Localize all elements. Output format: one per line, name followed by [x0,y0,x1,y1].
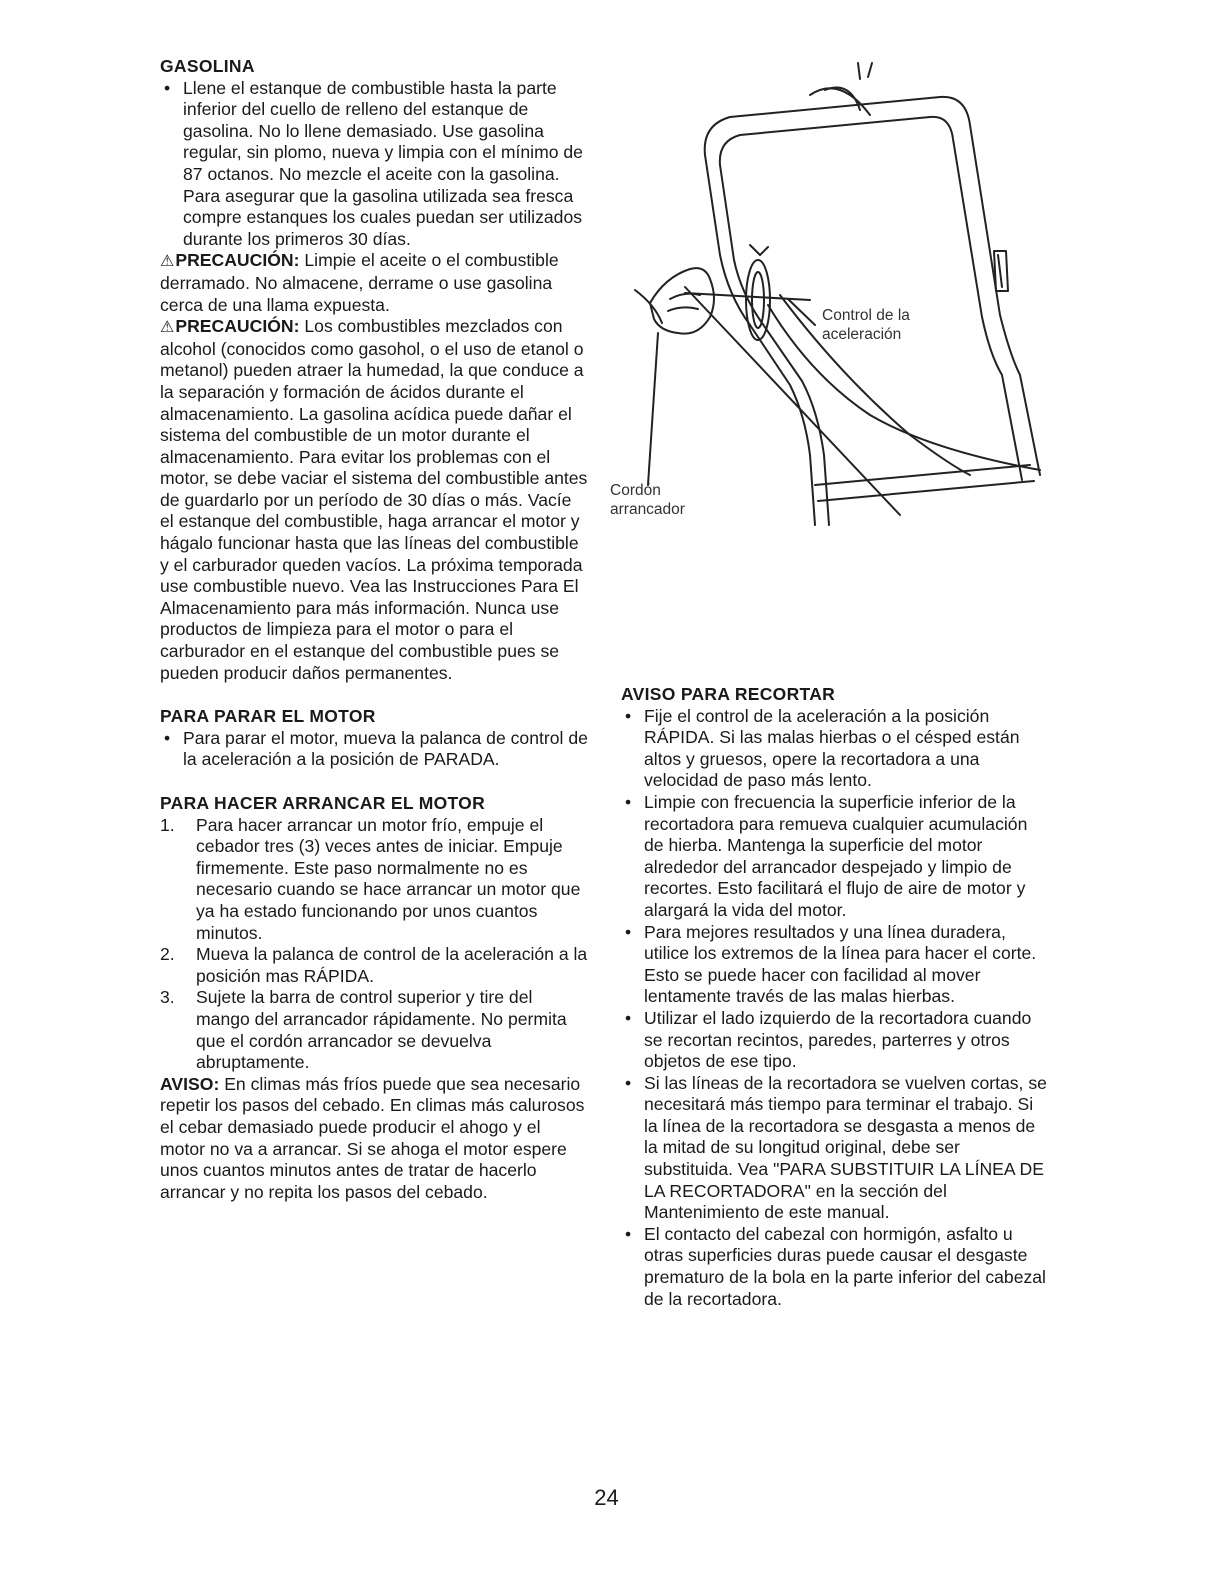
aviso-paragraph [160,1074,590,1204]
parar-heading: PARA PARAR EL MOTOR [160,706,376,727]
recortar-bullet: • Para mejores resultados y una línea duradera, utilice los extremos de la línea para hacer el corte. Esto se puede hacer con facilidad al mover lentamente través de las malas hierbas. [621,922,1051,1008]
left-column [160,56,590,1203]
recortar-bullet: • Limpie con frecuencia la superficie inferior de la recortadora para remueva cualquier acumulación de hierba. Mantenga la superficie del motor alrededor del arrancador despejado y limpio de recortes. Esto facilitará el flujo de aire de motor y alargará la vida del motor. [621,792,1051,922]
handle-drawing [610,55,1055,540]
step-number: 3. [160,987,175,1008]
starter-cord-label [610,482,685,519]
recortar-bullet: • Si las líneas de la recortadora se vuelven cortas, se necesitará más tiempo para terminar el trabajo. Si la línea de la recortadora se desgasta a menos de la mitad de su longitud original, debe ser substituida. Vea "PARA SUBSTITUIR LA LÍNEA DE LA RECORTADORA" en la sección del Mantenimiento de este manual. [621,1073,1051,1224]
caution-1 [160,250,590,316]
aviso-text: En climas más fríos puede que sea necesario repetir los pasos del cebado. En climas más calurosos el cebar demasiado puede producir el ahogo y el motor no va a arrancar. Si se ahoga el motor espere unos cuantos minutos antes de tratar de hacerlo arrancar y no repita los pasos del cebado. [160,1073,585,1202]
throttle-control-label [822,307,910,344]
recortar-bullet: • Fije el control de la aceleración a la posición RÁPIDA. Si las malas hierbas o el césped están altos y gruesos, opere la recortadora a una velocidad de paso más lento. [621,706,1051,792]
caution-2-label: PRECAUCIÓN: [175,316,300,337]
mower-handle-illustration [610,55,1055,540]
page-number: 24 [594,1485,619,1510]
step-number: 1. [160,814,175,835]
recortar-bullet: • Utilizar el lado izquierdo de la recortadora cuando se recortan recintos, paredes, parterres y otros objetos de ese tipo. [621,1008,1051,1073]
throttle-label-line2: aceleración [822,325,902,343]
right-column [621,684,1051,1310]
caution-2 [160,316,590,684]
step-text: Mueva la palanca de control de la aceleración a la posición mas RÁPIDA. [196,944,588,986]
arrancar-step [160,987,590,1073]
caution-1-label: PRECAUCIÓN: [175,250,300,271]
cord-label-line2: arrancador [610,500,685,518]
gasolina-heading: GASOLINA [160,56,255,76]
gasolina-bullet: • Llene el estanque de combustible hasta la parte inferior del cuello de relleno del estanque de gasolina. No lo llene demasiado. Use gasolina regular, sin plomo, nueva y limpia con el mínimo de 87 octanos. No mezcle el aceite con la gasolina. Para asegurar que la gasolina utilizada sea fresca compre estanques los cuales puedan ser utilizados durante los primeros 30 días. [160,78,590,251]
arrancar-step [160,944,590,987]
warning-icon: ⚠ [160,319,175,337]
step-number: 2. [160,944,175,965]
caution-1-text: Limpie el aceite o el combustible derramado. No almacene, derrame o use gasolina cerca de una llama expuesta. [160,250,559,315]
step-text: Sujete la barra de control superior y tire del mango del arrancador rápidamente. No permita que el cordón arrancador se devuelva abruptamente. [196,987,567,1073]
recortar-heading: AVISO PARA RECORTAR [621,684,836,704]
aviso-label: AVISO: [160,1073,220,1094]
parar-bullet: • Para parar el motor, mueva la palanca de control de la aceleración a la posición de PARADA. [160,728,590,771]
caution-2-text: Los combustibles mezclados con alcohol (conocidos como gasohol, o el uso de etanol o metanol) pueden atraer la humedad, la que conduce a la separación y formación de ácidos durante el almacenamiento. La gasolina acídica puede dañar el sistema del combustible de un motor durante el almacenamiento. Para evitar los problemas con el motor, se debe vaciar el sistema del combustible antes de guardarlo por un período de 30 días o más. Vacíe el estanque del combustible, haga arrancar el motor y hágalo funcionar hasta que las líneas del combustible y el carburador queden vacíos. La próxima temporada use combustible nuevo. Vea las Instrucciones Para El Almacenamiento para más información. Nunca use productos de limpieza para el motor o para el carburador en el estanque del combustible pues se pueden producir daños permanentes. [160,316,588,683]
cord-label-line1: Cordón [610,482,661,499]
step-text: Para hacer arrancar un motor frío, empuje el cebador tres (3) veces antes de iniciar. Empuje firmemente. Este paso normalmente no es necesario cuando se hace arrancar un motor que ya ha estado funcionando por unos cuantos minutos. [196,814,581,943]
throttle-label-line1: Control de la [822,307,910,324]
warning-icon: ⚠ [160,253,175,271]
arrancar-heading: PARA HACER ARRANCAR EL MOTOR [160,793,486,813]
arrancar-step [160,815,590,945]
recortar-bullet: • El contacto del cabezal con hormigón, asfalto u otras superficies duras puede causar el desgaste prematuro de la bola en la parte inferior del cabezal de la recortadora. [621,1224,1051,1310]
